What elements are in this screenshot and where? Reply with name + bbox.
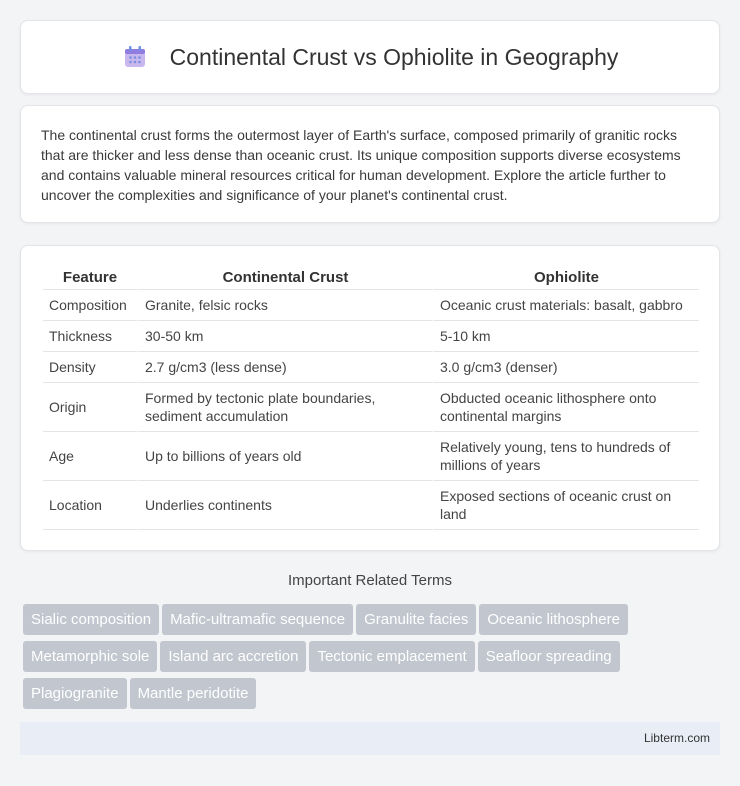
table-cell: Up to billions of years old [137,432,432,481]
footer-site-link[interactable]: Libterm.com [643,731,710,745]
table-row [43,290,699,321]
table-cell: Location [43,481,137,530]
table-cell: 30-50 km [137,321,432,352]
table-row [43,321,699,352]
table-cell: 5-10 km [432,321,699,352]
comparison-table [43,266,699,530]
term-chip[interactable]: Granulite facies [356,604,476,635]
table-row [43,432,699,481]
table-cell: Underlies continents [137,481,432,530]
term-chip[interactable]: Island arc accretion [160,641,306,672]
term-chip[interactable]: Oceanic lithosphere [479,604,628,635]
table-row [43,383,699,432]
table-cell: Density [43,352,137,383]
calendar-icon [122,44,148,70]
column-header: Ophiolite [432,266,699,290]
table-row [43,481,699,530]
term-chip[interactable]: Mantle peridotite [130,678,257,709]
column-header: Continental Crust [137,266,432,290]
table-row [43,352,699,383]
term-chip[interactable]: Seafloor spreading [478,641,620,672]
related-terms-heading: Important Related Terms [288,572,452,589]
related-terms-list [23,604,723,715]
column-header: Feature [43,266,137,290]
table-cell: Origin [43,383,137,432]
footer [20,722,720,755]
comparison-table-card [20,245,720,551]
table-cell: Exposed sections of oceanic crust on land [432,481,699,530]
table-cell: 3.0 g/cm3 (denser) [432,352,699,383]
intro-text: The continental crust forms the outermost layer of Earth's surface, composed primarily of granitic rocks that are thicker and less dense than oceanic crust. Its unique composition supports diverse ecosystems and contains valuable mineral resources critical for human development. Explore the article further to uncover the complexities and significance of your planet's continental crust. [41,127,681,203]
table-cell: Thickness [43,321,137,352]
table-cell: Oceanic crust materials: basalt, gabbro [432,290,699,321]
table-cell: 2.7 g/cm3 (less dense) [137,352,432,383]
term-chip[interactable]: Sialic composition [23,604,159,635]
table-cell: Composition [43,290,137,321]
table-cell: Granite, felsic rocks [137,290,432,321]
title-card [20,20,720,94]
table-cell: Relatively young, tens to hundreds of millions of years [432,432,699,481]
term-chip[interactable]: Mafic-ultramafic sequence [162,604,353,635]
term-chip[interactable]: Metamorphic sole [23,641,157,672]
term-chip[interactable]: Plagiogranite [23,678,127,709]
table-cell: Formed by tectonic plate boundaries, sediment accumulation [137,383,432,432]
page-title: Continental Crust vs Ophiolite in Geography [169,43,619,70]
table-cell: Obducted oceanic lithosphere onto continental margins [432,383,699,432]
term-chip[interactable]: Tectonic emplacement [309,641,474,672]
table-header-row [43,266,699,290]
table-cell: Age [43,432,137,481]
intro-card [20,105,720,223]
